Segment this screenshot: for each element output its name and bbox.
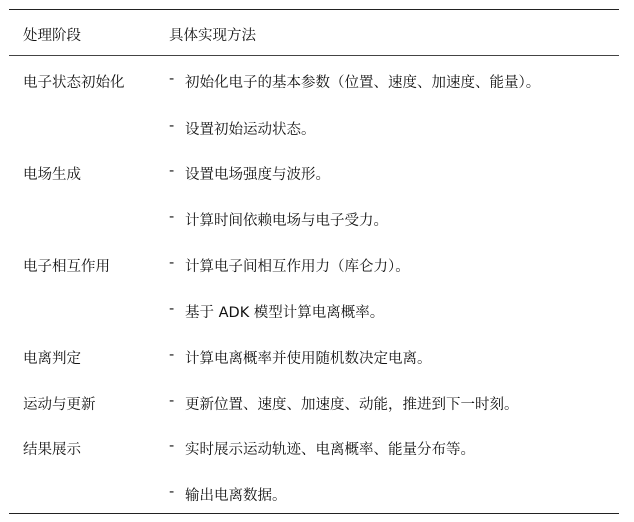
table-row: [9, 484, 619, 506]
table-row: [9, 393, 619, 415]
row-stage: 电子相互作用: [23, 259, 110, 275]
row-method: 更新位置、速度、加速度、动能，推进到下一时刻。: [185, 397, 519, 413]
table-row: [9, 71, 619, 93]
header-stage: 处理阶段: [23, 28, 81, 44]
row-dash: -: [169, 301, 175, 317]
table-row: [9, 118, 619, 140]
row-method: 设置初始运动状态。: [185, 122, 316, 138]
processing-table: [9, 9, 619, 514]
row-dash: -: [169, 484, 175, 500]
row-dash: -: [169, 347, 175, 363]
table-row: [9, 209, 619, 231]
bottom-rule: [9, 513, 619, 514]
row-stage: 结果展示: [23, 442, 81, 458]
row-method: 设置电场强度与波形。: [185, 167, 330, 183]
row-stage: 运动与更新: [23, 397, 96, 413]
header-method: 具体实现方法: [169, 28, 256, 44]
row-dash: -: [169, 438, 175, 454]
row-dash: -: [169, 255, 175, 271]
row-dash: -: [169, 163, 175, 179]
row-method: 计算电子间相互作用力（库仑力）。: [185, 259, 410, 275]
table-body: [9, 56, 619, 513]
row-stage: 电场生成: [23, 167, 81, 183]
table-row: [9, 438, 619, 460]
row-stage: 电离判定: [23, 351, 81, 367]
row-method: 基于 ADK 模型计算电离概率。: [185, 305, 385, 321]
table-row: [9, 301, 619, 323]
row-dash: -: [169, 118, 175, 134]
row-method: 输出电离数据。: [185, 488, 287, 504]
table-header: [9, 10, 619, 55]
row-stage: 电子状态初始化: [23, 75, 125, 91]
table-row: [9, 347, 619, 369]
row-dash: -: [169, 71, 175, 87]
row-method: 计算时间依赖电场与电子受力。: [185, 213, 388, 229]
row-method: 计算电离概率并使用随机数决定电离。: [185, 351, 432, 367]
row-dash: -: [169, 393, 175, 409]
table-row: [9, 163, 619, 185]
table-row: [9, 255, 619, 277]
row-method: 初始化电子的基本参数（位置、速度、加速度、能量）。: [185, 75, 541, 91]
row-method: 实时展示运动轨迹、电离概率、能量分布等。: [185, 442, 475, 458]
row-dash: -: [169, 209, 175, 225]
